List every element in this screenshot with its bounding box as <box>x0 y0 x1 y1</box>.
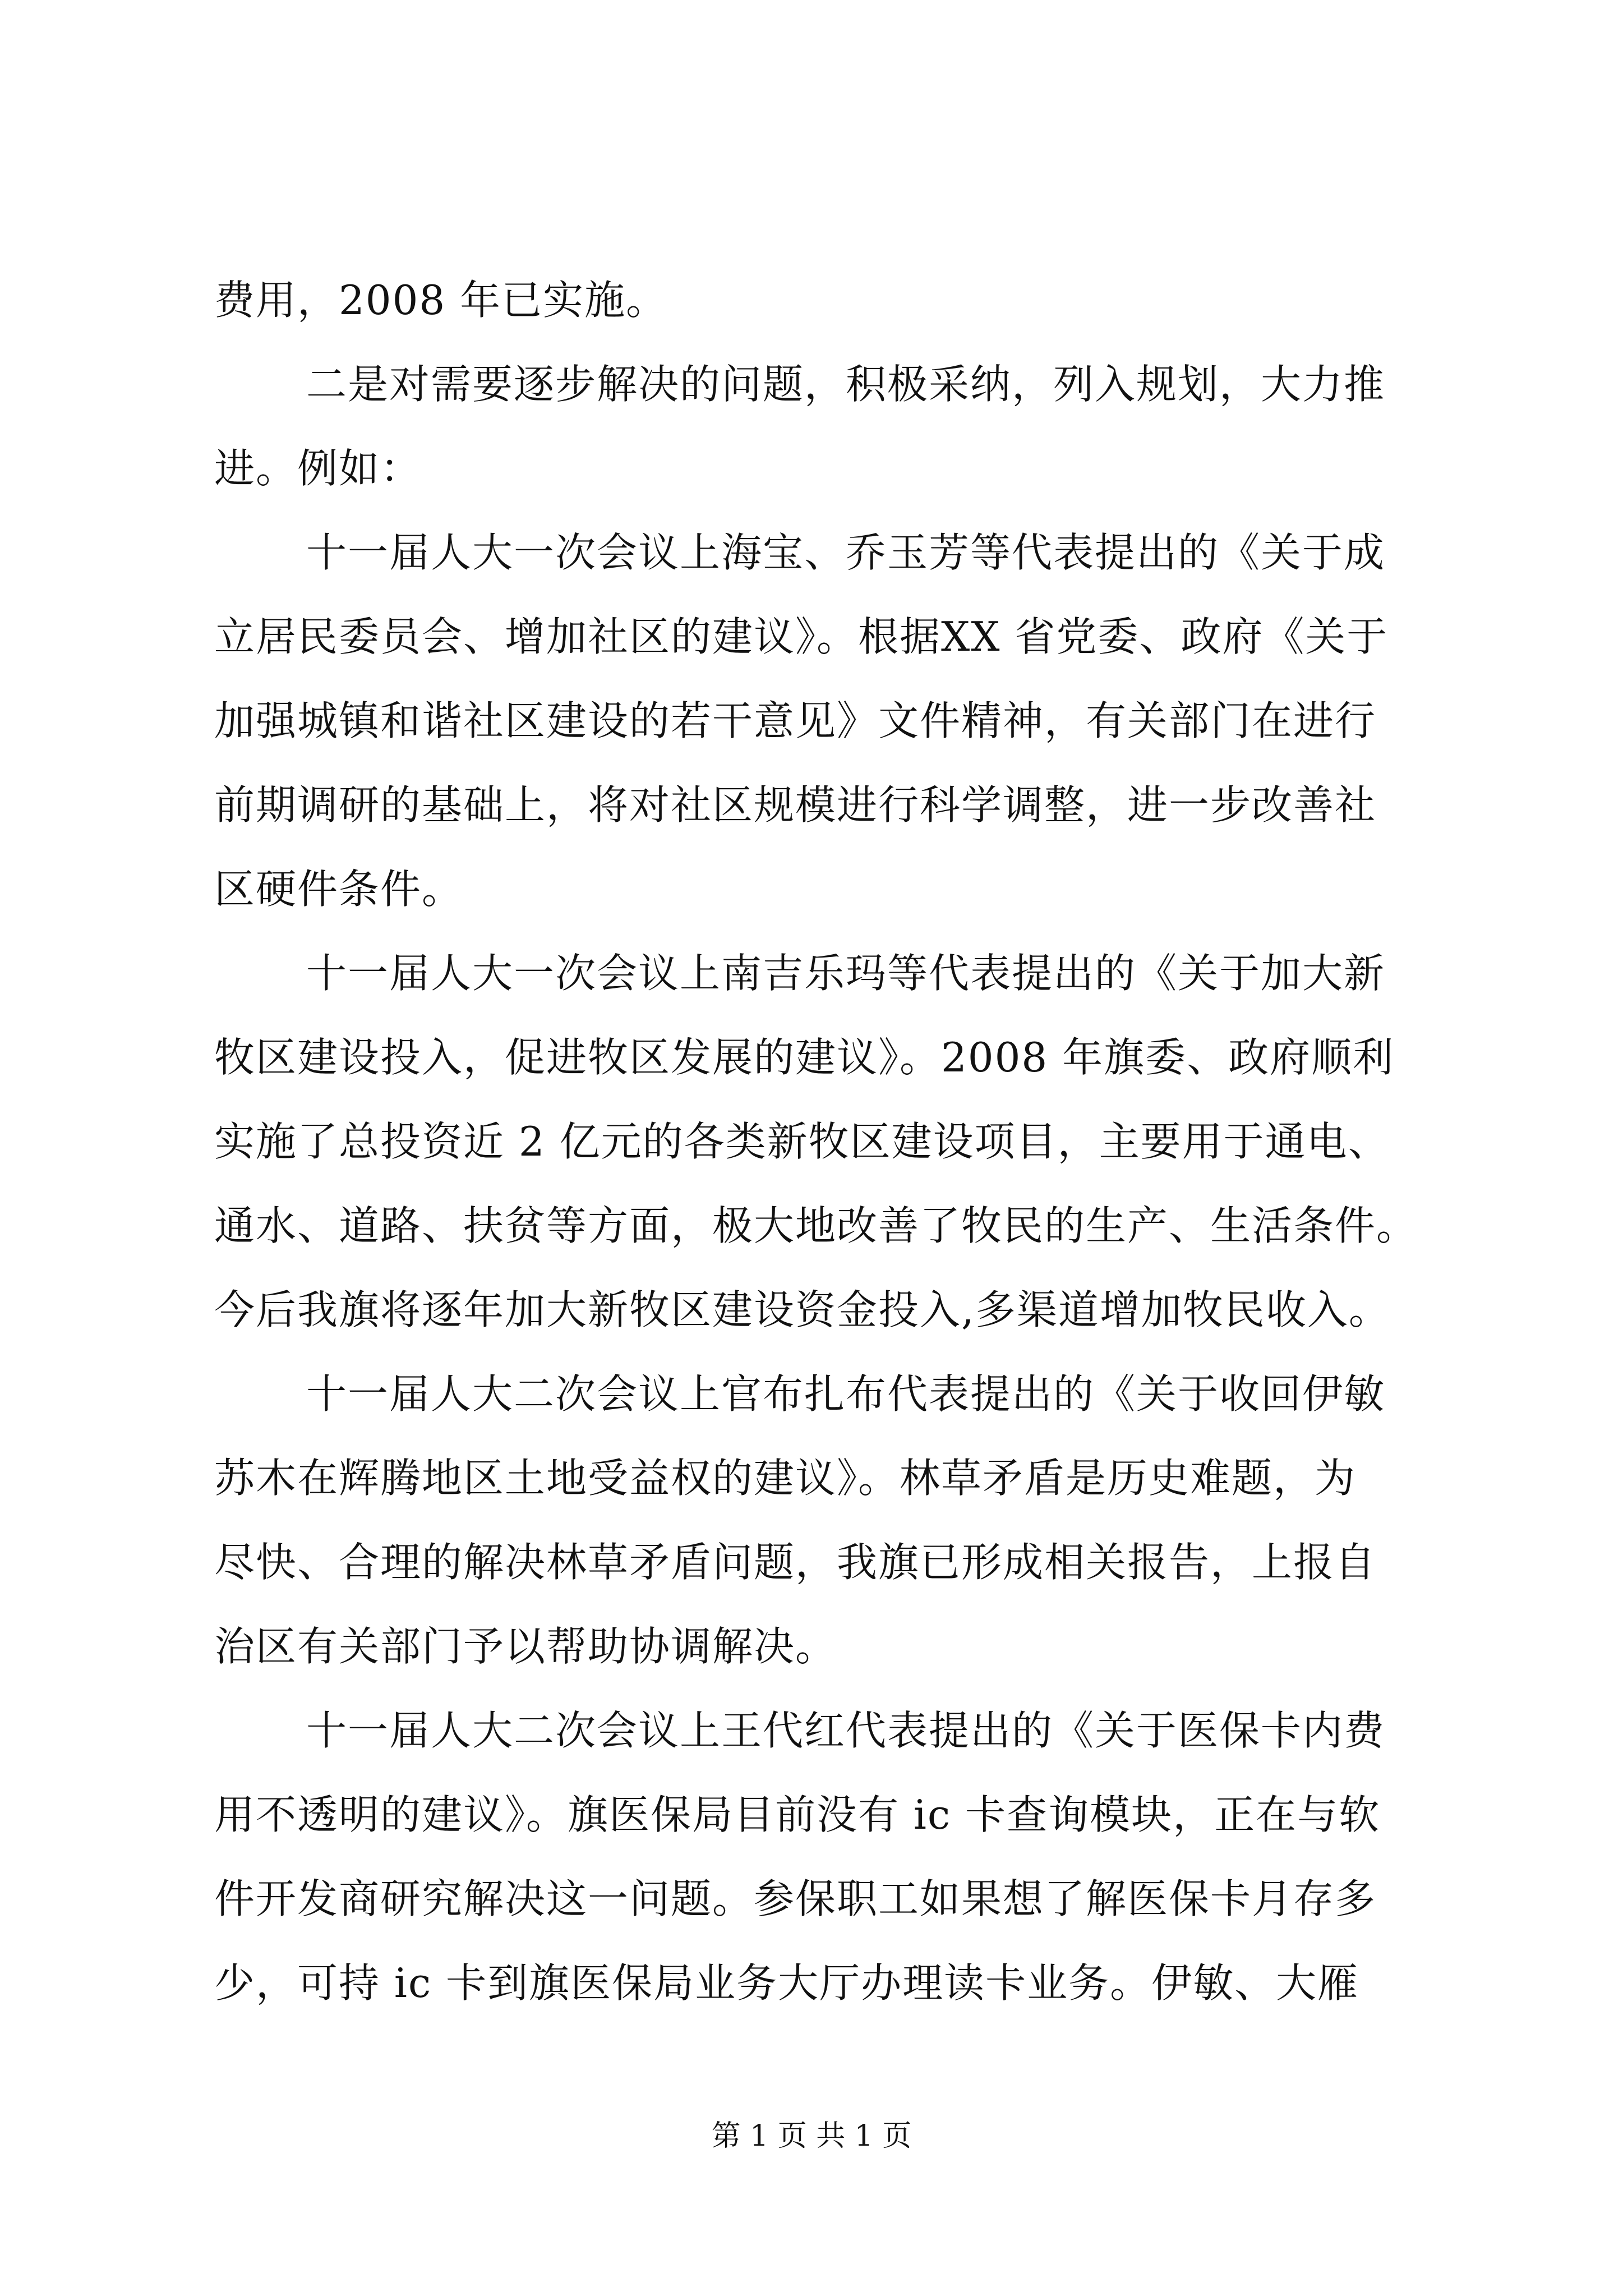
text-line: 十一届人大一次会议上南吉乐玛等代表提出的《关于加大新 <box>306 950 1386 997</box>
text-line: 今后我旗将逐年加大新牧区建设资金投入,多渠道增加牧民收入。 <box>214 1286 1390 1333</box>
page-footer: 第 1 页 共 1 页 <box>711 2119 912 2153</box>
text-line: 费用，2008 年已实施。 <box>214 277 668 324</box>
text-line: 治区有关部门予以帮助协调解决。 <box>214 1623 837 1670</box>
text-line: 十一届人大二次会议上官布扎布代表提出的《关于收回伊敏 <box>306 1370 1386 1418</box>
text-line: 苏木在辉腾地区土地受益权的建议》。林草矛盾是历史难题，为 <box>214 1455 1357 1502</box>
text-line: 牧区建设投入，促进牧区发展的建议》。2008 年旗委、政府顺利 <box>214 1034 1395 1081</box>
text-line: 二是对需要逐步解决的问题，积极采纳，列入规划，大力推 <box>306 361 1386 408</box>
text-line: 十一届人大二次会议上王代红代表提出的《关于医保卡内费 <box>306 1707 1386 1754</box>
body-text <box>214 258 1420 2025</box>
text-line: 少，可持 ic 卡到旗医保局业务大厅办理读卡业务。伊敏、大雁 <box>214 1959 1359 2007</box>
text-line: 区硬件条件。 <box>214 866 464 913</box>
text-line: 十一届人大一次会议上海宝、乔玉芳等代表提出的《关于成 <box>306 529 1386 576</box>
text-line: 加强城镇和谐社区建设的若干意见》文件精神，有关部门在进行 <box>214 697 1377 744</box>
text-line: 前期调研的基础上，将对社区规模进行科学调整，进一步改善社 <box>214 781 1377 829</box>
text-line: 通水、道路、扶贫等方面，极大地改善了牧民的生产、生活条件。 <box>214 1202 1418 1249</box>
text-line: 尽快、合理的解决林草矛盾问题，我旗已形成相关报告，上报自 <box>214 1539 1377 1586</box>
text-line: 立居民委员会、增加社区的建议》。根据XX 省党委、政府《关于 <box>214 613 1389 660</box>
text-line: 实施了总投资近 2 亿元的各类新牧区建设项目，主要用于通电、 <box>214 1118 1390 1165</box>
text-line: 件开发商研究解决这一问题。参保职工如果想了解医保卡月存多 <box>214 1875 1377 1922</box>
text-line: 进。例如： <box>214 445 422 492</box>
text-line: 用不透明的建议》。旗医保局目前没有 ic 卡查询模块，正在与软 <box>214 1791 1381 1838</box>
